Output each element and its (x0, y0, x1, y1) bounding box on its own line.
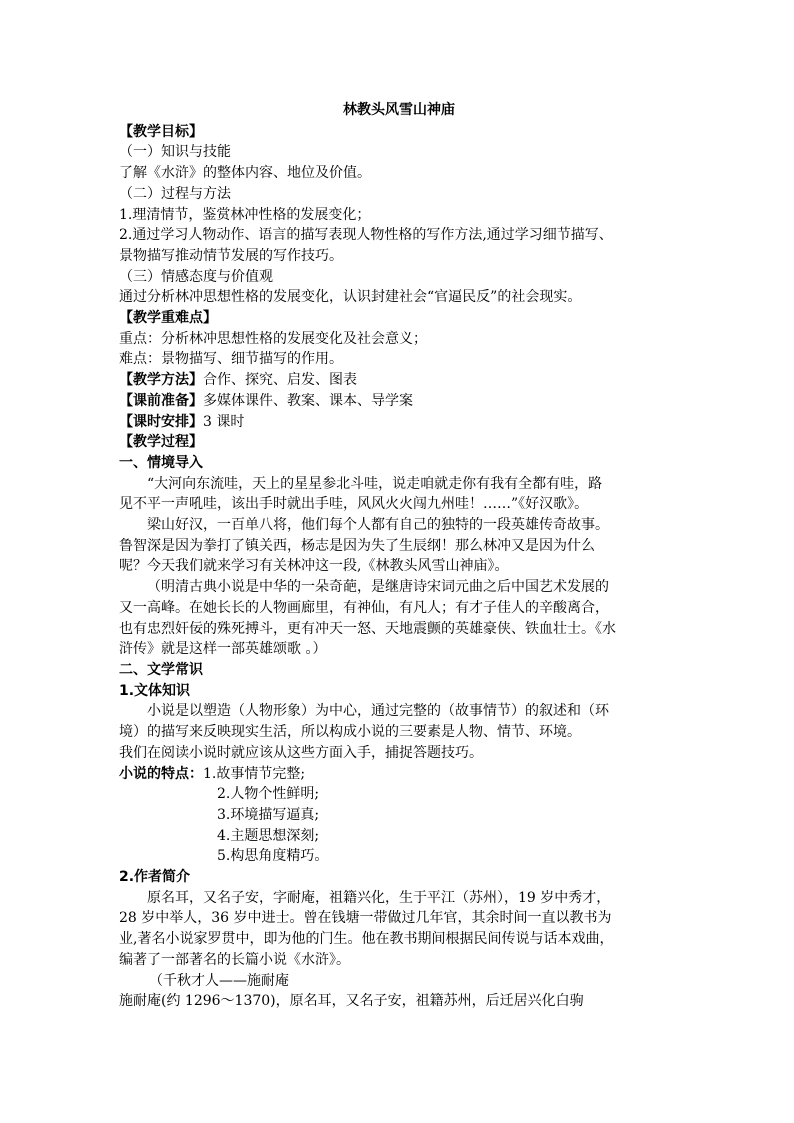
key-points-heading: 【教学重难点】 (119, 310, 217, 327)
section1-p2-line2: 鲁智深是因为拳打了镇关西，杨志是因为失了生辰纲！那么林冲又是因为什么 (119, 537, 595, 554)
section2-heading: 二、文学常识 (119, 661, 203, 678)
feature-item-1: 1.故事情节完整; (203, 765, 306, 782)
section1-p2-line3: 呢？今天我们就来学习有关林冲这一段,《林教头风雪山神庙》。 (119, 558, 509, 575)
feature-item-2: 2.人物个性鲜明; (217, 786, 320, 803)
process-heading: 【教学过程】 (119, 434, 203, 451)
feature-item-5: 5.构思角度精巧。 (217, 848, 329, 865)
features-label: 小说的特点： (119, 765, 203, 782)
section2-p1-line1: 小说是以塑造（人物形象）为中心，通过完整的（故事情节）的叙述和（环 (147, 703, 609, 720)
section1-p3-line3: 也有忠烈奸佞的殊死搏斗，更有冲天一怒、天地震颤的英雄豪侠、铁血壮士。《水 (119, 620, 616, 637)
feature-item-3: 3.环境描写逼真; (217, 806, 320, 823)
section1-p2-line1: 梁山好汉，一百单八将，他们每个人都有自己的独特的一段英雄传奇故事。 (147, 517, 609, 534)
section1-heading: 一、情境导入 (119, 454, 203, 471)
prep-row (119, 391, 679, 412)
section2-p5: 施耐庵(约 1296～1370)，原名耳，又名子安，祖籍苏州，后迁居兴化白驹 (119, 993, 584, 1010)
objectives-s3-text: 通过分析林冲思想性格的发展变化，认识封建社会“官逼民反”的社会现实。 (119, 289, 582, 306)
objectives-s2-item2-line1: 2.通过学习人物动作、语言的描写表现人物性格的写作方法,通过学习细节描写、 (119, 227, 613, 244)
method-row (119, 370, 679, 391)
document-page (119, 100, 679, 1012)
section1-p3-line2: 又一高峰。在她长长的人物画廊里，有神仙，有凡人；有才子佳人的辛酸离合， (119, 599, 609, 616)
section2-sub2: 2.作者简介 (119, 869, 191, 886)
section2-p4: （千秋才人——施耐庵 (149, 972, 289, 989)
key-point-text: 重点：分析林冲思想性格的发展变化及社会意义； (119, 330, 427, 347)
section2-p3-line4: 编著了一部著名的长篇小说《水浒》。 (119, 951, 350, 968)
section2-sub1: 1.文体知识 (119, 682, 191, 699)
prep-label: 【课前准备】 (119, 392, 203, 409)
objectives-s2-title: （二）过程与方法 (119, 185, 231, 202)
section1-p3-line4: 浒传》就是这样一部英雄颂歌 。） (119, 641, 327, 658)
section2-p1-line2: 境）的描写来反映现实生活，所以构成小说的三要素是人物、情节、环境。 (119, 724, 581, 741)
page-title: 林教头风雪山神庙 (343, 102, 455, 118)
section2-p2: 我们在阅读小说时就应该从这些方面入手，捕捉答题技巧。 (119, 744, 483, 761)
section1-p1-line1: “大河向东流哇，天上的星星参北斗哇，说走咱就走你有我有全都有哇，路 (147, 475, 603, 492)
section1-p3-line1: （明清古典小说是中华的一朵奇葩，是继唐诗宋词元曲之后中国艺术发展的 (147, 579, 609, 596)
schedule-label: 【课时安排】 (119, 413, 203, 430)
prep-text: 多媒体课件、教案、课本、导学案 (203, 392, 413, 409)
schedule-text: 3 课时 (203, 413, 245, 430)
objectives-s3-title: （三）情感态度与价值观 (119, 268, 273, 285)
schedule-row (119, 412, 679, 433)
objectives-s1-text: 了解《水浒》的整体内容、地位及价值。 (119, 165, 371, 182)
method-text: 合作、探究、启发、图表 (203, 372, 357, 389)
features-row (119, 764, 679, 785)
section2-p3-line3: 业,著名小说家罗贯中，即为他的门生。他在教书期间根据民间传说与话本戏曲， (119, 931, 614, 948)
section2-p3-line1: 原名耳，又名子安，字耐庵，祖籍兴化，生于平江（苏州），19 岁中秀才， (147, 889, 611, 906)
objectives-s2-item2-line2: 景物描写推动情节发展的写作技巧。 (119, 247, 343, 264)
objectives-s1-title: （一）知识与技能 (119, 144, 231, 161)
difficult-point-text: 难点：景物描写、细节描写的作用。 (119, 351, 343, 368)
method-label: 【教学方法】 (119, 372, 203, 389)
objectives-heading: 【教学目标】 (119, 123, 203, 140)
section2-p3-line2: 28 岁中举人，36 岁中进士。曾在钱塘一带做过几年官，其余时间一直以教书为 (119, 910, 612, 927)
objectives-s2-item1: 1.理清情节，鉴赏林冲性格的发展变化； (119, 206, 371, 223)
section1-p1-line2: 见不平一声吼哇，该出手时就出手哇，风风火火闯九州哇！……”《好汉歌》。 (119, 496, 589, 513)
feature-item-4: 4.主题思想深刻; (217, 827, 320, 844)
